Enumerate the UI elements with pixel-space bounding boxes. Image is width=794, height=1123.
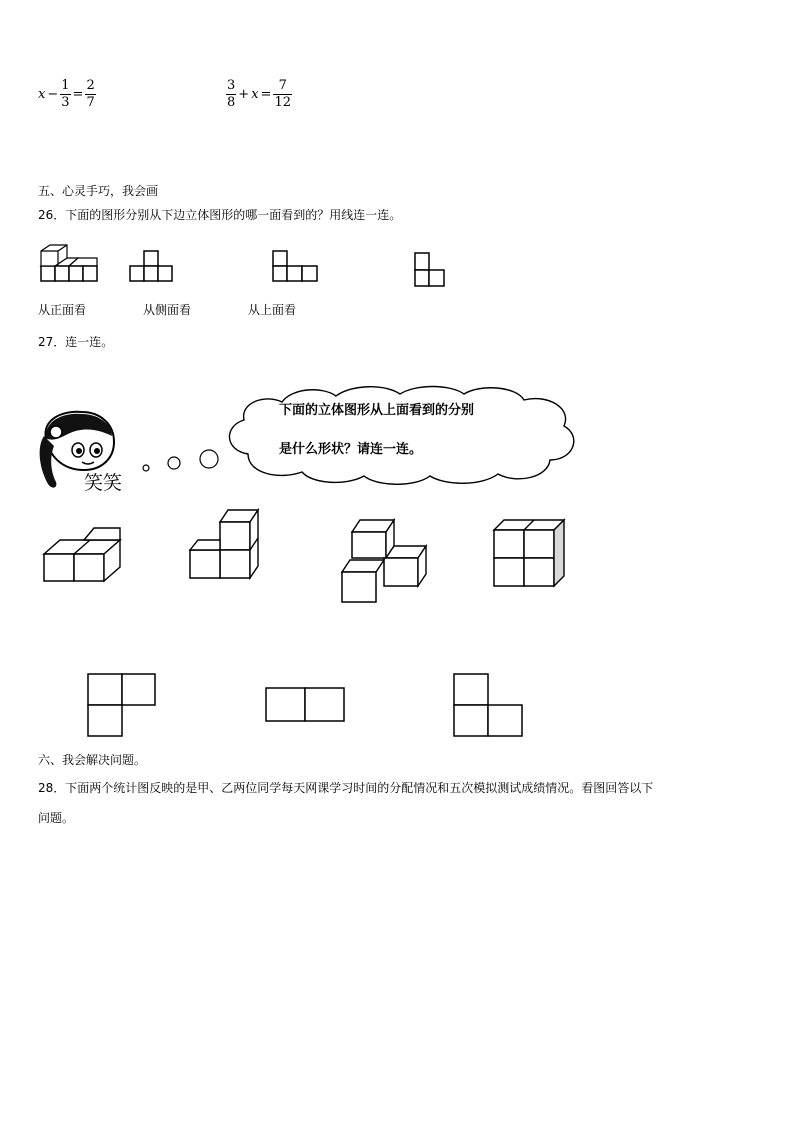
eq1-frac2-numerator: 2: [86, 78, 95, 93]
question-28-line-1: 28．下面两个统计图反映的是甲、乙两位同学每天网课学习时间的分配情况和五次模拟测试成绩情况。看图回答以下: [38, 781, 654, 795]
question-27: 27．连一连。: [38, 335, 114, 349]
eq1-frac2-denominator: 7: [86, 95, 95, 110]
q26-view-shape-1: [130, 250, 176, 284]
question-28-line-2: 问题。: [38, 811, 75, 825]
q27-solid-2: [186, 506, 266, 584]
q26-solid-figure: [38, 244, 102, 284]
eq1-frac1-denominator: 3: [61, 95, 70, 110]
eq1-equals: =: [72, 87, 84, 102]
section6-heading: 六、我会解决问题。: [38, 753, 147, 767]
question-26: 26．下面的图形分别从下边立体图形的哪一面看到的？用线连一连。: [38, 208, 402, 222]
equation-2: [226, 78, 292, 111]
eq2-frac2-numerator: 7: [273, 78, 292, 95]
eq1-fraction-left: [60, 78, 70, 111]
thought-bubble-dots: [140, 448, 222, 474]
eq1-frac1-numerator: 1: [61, 78, 70, 93]
girl-name-label: 笑笑: [84, 472, 123, 494]
q27-solid-3: [336, 516, 432, 608]
section5-heading: 五、心灵手巧，我会画: [38, 184, 159, 198]
q26-solid-cubes: [41, 245, 97, 281]
view-label-top: 从上面看: [248, 303, 297, 317]
eq1-fraction-right: [85, 78, 95, 111]
equation-1: [38, 78, 96, 111]
eq1-operator: −: [47, 87, 59, 102]
eq2-fraction-right: [273, 78, 292, 111]
q27-top-view-1: [86, 672, 158, 738]
q27-top-view-2: [264, 686, 348, 724]
eq2-operator: +: [238, 87, 250, 102]
eq2-frac1-numerator: 3: [227, 78, 236, 93]
thought-cloud: [218, 384, 582, 488]
eq2-frac2-denominator: 12: [274, 95, 291, 110]
cloud-text-line-2: 是什么形状？请连一连。: [279, 442, 423, 457]
eq1-variable: x: [38, 87, 46, 102]
eq2-variable: x: [251, 87, 259, 102]
eq2-equals: =: [260, 87, 272, 102]
view-label-side: 从侧面看: [143, 303, 192, 317]
q27-solid-4: [490, 516, 570, 590]
eq2-frac1-denominator: 8: [227, 95, 236, 110]
q27-solid-1: [40, 524, 126, 586]
q26-view-shape-2: [272, 250, 320, 284]
view-label-front: 从正面看: [38, 303, 87, 317]
q27-top-view-3: [452, 672, 526, 738]
eq2-fraction-left: [226, 78, 236, 111]
q26-view-shape-3: [414, 252, 448, 288]
cloud-text-line-1: 下面的立体图形从上面看到的分别: [279, 403, 475, 418]
